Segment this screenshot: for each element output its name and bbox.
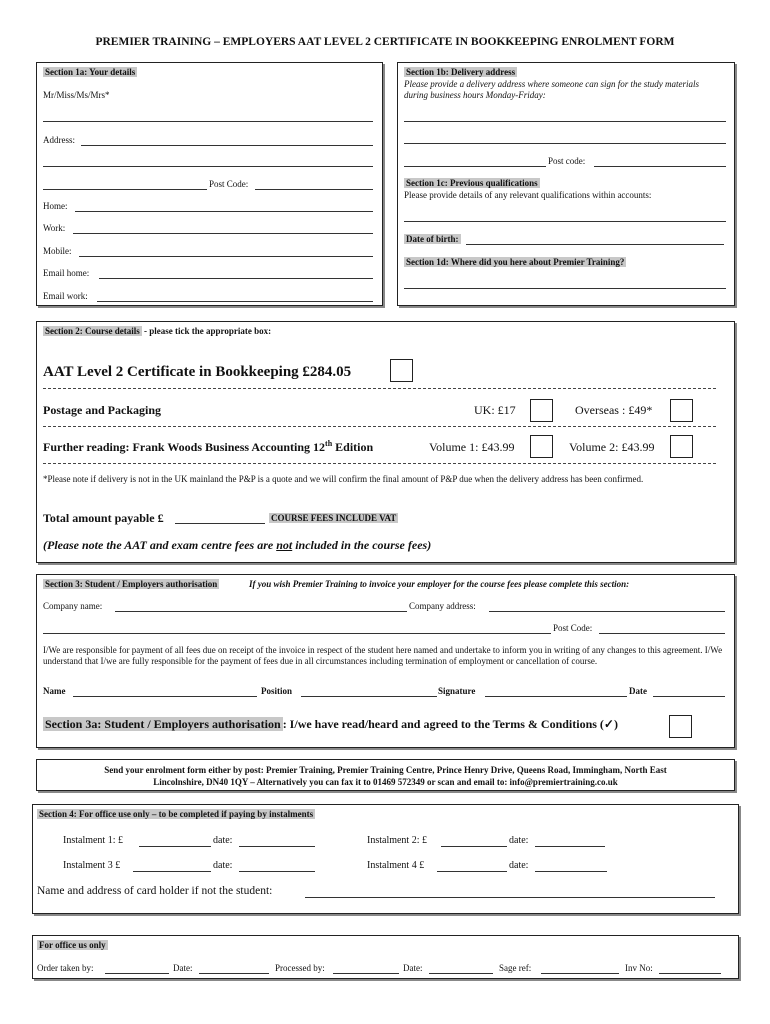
divider	[43, 463, 716, 464]
postcode-label: Post Code:	[209, 179, 249, 189]
instalment-1-field[interactable]	[139, 846, 211, 847]
divider	[43, 426, 716, 427]
address-label: Address:	[43, 135, 75, 145]
name-label: Name	[43, 686, 66, 696]
instalment-4-date-field[interactable]	[535, 871, 607, 872]
uk-postage-checkbox[interactable]	[530, 399, 553, 422]
delivery-quote-note: *Please note if delivery is not in the UK mainland the P&P is a quote and we will confirm the final amount of P&P due when the delivery address has been confirmed.	[43, 474, 644, 484]
section-1d-header: Section 1d: Where did you here about Premier Training?	[406, 257, 625, 267]
further-reading-edition: Edition	[332, 440, 374, 454]
inv-no-label: Inv No:	[625, 963, 653, 973]
section-3-header: Section 3: Student / Employers authorisation	[45, 579, 218, 589]
position-label: Position	[261, 686, 293, 696]
instalment-3-label: Instalment 3 £	[63, 860, 121, 871]
referral-field[interactable]	[404, 288, 726, 289]
instalment-2-label: Instalment 2: £	[367, 835, 427, 846]
instalment-3-field[interactable]	[133, 871, 211, 872]
section-3-note: If you wish Premier Training to invoice your employer for the course fees please complete this section:	[249, 579, 630, 589]
section-2-box	[36, 321, 735, 563]
signature-label: Signature	[438, 686, 476, 696]
work-phone-label: Work:	[43, 223, 66, 233]
overseas-postage-checkbox[interactable]	[670, 399, 693, 422]
section-3a-row	[43, 717, 618, 732]
volume-2-checkbox[interactable]	[670, 435, 693, 458]
sage-ref-field[interactable]	[541, 973, 619, 974]
page-title: PREMIER TRAINING – EMPLOYERS AAT LEVEL 2 CERTIFICATE IN BOOKKEEPING ENROLMENT FORM	[95, 36, 675, 48]
order-date-field[interactable]	[199, 973, 269, 974]
instalment-1-label: Instalment 1: £	[63, 835, 123, 846]
cardholder-field[interactable]	[305, 897, 715, 898]
sage-ref-label: Sage ref:	[499, 963, 532, 973]
further-reading-label	[43, 439, 373, 455]
home-phone-label: Home:	[43, 201, 68, 211]
section-1c-header: Section 1c: Previous qualifications	[406, 178, 538, 188]
order-taken-label: Order taken by:	[37, 963, 94, 973]
instalment-1-date-field[interactable]	[239, 846, 315, 847]
total-label: Total amount payable £	[43, 511, 164, 525]
further-reading-text: Further reading: Frank Woods Business Accounting 12	[43, 440, 326, 454]
instalment-2-date-label: date:	[509, 835, 529, 846]
section-3a-text: : I/we have read/heard and agreed to the Terms & Conditions (✓)	[282, 717, 618, 731]
company-address-label: Company address:	[409, 601, 476, 611]
section-1a-header: Section 1a: Your details	[45, 67, 136, 77]
fees-note-emphasis: not	[276, 538, 293, 552]
delivery-postcode-label: Post code:	[548, 156, 586, 166]
volume-1-checkbox[interactable]	[530, 435, 553, 458]
instalment-2-field[interactable]	[441, 846, 507, 847]
office-use-box	[32, 935, 739, 979]
processed-by-label: Processed by:	[275, 963, 325, 973]
section-2-header-row	[43, 326, 271, 336]
address-field-3[interactable]	[43, 189, 207, 190]
instalment-3-date-label: date:	[213, 860, 233, 871]
instalment-4-field[interactable]	[437, 871, 507, 872]
overseas-postage-label: Overseas : £49*	[575, 403, 653, 417]
course-title: AAT Level 2 Certificate in Bookkeeping £284.05	[43, 364, 352, 380]
email-work-field[interactable]	[97, 301, 373, 302]
auth-date-label: Date	[629, 686, 647, 696]
delivery-postcode-field[interactable]	[594, 166, 726, 167]
section-3-box	[36, 574, 735, 748]
dob-field[interactable]	[466, 244, 724, 245]
processed-date-field[interactable]	[429, 973, 493, 974]
volume-2-label: Volume 2: £43.99	[569, 440, 655, 454]
address-field-2[interactable]	[43, 166, 373, 167]
section-2-header: Section 2: Course details	[45, 326, 140, 336]
terms-checkbox[interactable]	[669, 715, 692, 738]
postage-label: Postage and Packaging	[43, 403, 162, 417]
uk-postage-label: UK: £17	[474, 403, 516, 417]
dob-label: Date of birth:	[406, 234, 459, 244]
processed-by-field[interactable]	[333, 973, 399, 974]
responsibility-text: I/We are responsible for payment of all fees due on receipt of the invoice in respect of the student here named and undertake to inform you in writing of any changes to this agreement. I/We understand that I/we are fully responsible for the payment of fees due in all circumstances including termination of employment or cancellation of course.	[43, 645, 723, 666]
send-line-2: Lincolnshire, DN40 1QY – Alternatively you can fax it to 01469 572349 or scan and email to: info@premiertraining.co.uk	[153, 777, 618, 787]
section-3a-header: Section 3a: Student / Employers authorisation	[45, 717, 281, 731]
fees-note-text: (Please note the AAT and exam centre fees are	[43, 538, 277, 552]
vat-note: COURSE FEES INCLUDE VAT	[271, 513, 397, 523]
position-field[interactable]	[301, 696, 437, 697]
office-use-header: For office us only	[39, 940, 106, 950]
company-postcode-field[interactable]	[599, 633, 725, 634]
section-4-box	[32, 804, 739, 914]
email-home-field[interactable]	[99, 278, 373, 279]
company-name-label: Company name:	[43, 601, 103, 611]
send-line-1: Send your enrolment form either by post: Premier Training, Premier Training Centre, Prince Henry Drive, Queens Road, Immingham, North East	[104, 765, 667, 775]
order-taken-field[interactable]	[105, 973, 169, 974]
processed-date-label: Date:	[403, 963, 423, 973]
delivery-address-field-1[interactable]	[404, 121, 726, 122]
auth-name-field[interactable]	[73, 696, 257, 697]
section-1b-header: Section 1b: Delivery address	[406, 67, 516, 77]
name-field[interactable]	[43, 121, 373, 122]
fees-note-end: included in the course fees)	[292, 538, 432, 552]
company-address-field[interactable]	[489, 611, 725, 612]
instalment-4-date-label: date:	[509, 860, 529, 871]
instalment-2-date-field[interactable]	[535, 846, 605, 847]
qualifications-field[interactable]	[404, 221, 726, 222]
total-field[interactable]	[175, 523, 265, 524]
home-phone-field[interactable]	[75, 211, 373, 212]
divider	[43, 388, 716, 389]
delivery-address-field-3[interactable]	[404, 166, 546, 167]
email-home-label: Email home:	[43, 268, 90, 278]
email-work-label: Email work:	[43, 291, 88, 301]
qualifications-note: Please provide details of any relevant qualifications within accounts:	[404, 190, 652, 200]
instalment-4-label: Instalment 4 £	[367, 860, 425, 871]
delivery-address-field-2[interactable]	[404, 143, 726, 144]
order-date-label: Date:	[173, 963, 193, 973]
fees-note	[43, 538, 431, 553]
inv-no-field[interactable]	[659, 973, 721, 974]
section-2-header-suffix: - please tick the appropriate box:	[141, 326, 272, 336]
volume-1-label: Volume 1: £43.99	[429, 440, 515, 454]
company-address-field-2[interactable]	[43, 633, 551, 634]
company-postcode-label: Post Code:	[553, 623, 593, 633]
send-instructions-box	[36, 759, 735, 791]
company-name-field[interactable]	[115, 611, 407, 612]
salutation-label: Mr/Miss/Ms/Mrs*	[43, 90, 110, 100]
signature-field[interactable]	[485, 696, 627, 697]
delivery-note: Please provide a delivery address where someone can sign for the study materials during business hours Monday-Friday:	[404, 79, 699, 100]
instalment-3-date-field[interactable]	[239, 871, 315, 872]
superscript: th	[325, 439, 333, 448]
section-1a-box	[36, 62, 383, 306]
cardholder-label: Name and address of card holder if not the student:	[37, 885, 273, 897]
instalment-1-date-label: date:	[213, 835, 233, 846]
mobile-field[interactable]	[79, 256, 373, 257]
auth-date-field[interactable]	[653, 696, 725, 697]
section-1bcd-box	[397, 62, 735, 306]
section-4-header: Section 4: For office use only – to be completed if paying by instalments	[39, 809, 314, 819]
address-field-1[interactable]	[81, 145, 373, 146]
work-phone-field[interactable]	[73, 233, 373, 234]
postcode-field[interactable]	[255, 189, 373, 190]
mobile-label: Mobile:	[43, 246, 72, 256]
course-checkbox[interactable]	[390, 359, 413, 382]
